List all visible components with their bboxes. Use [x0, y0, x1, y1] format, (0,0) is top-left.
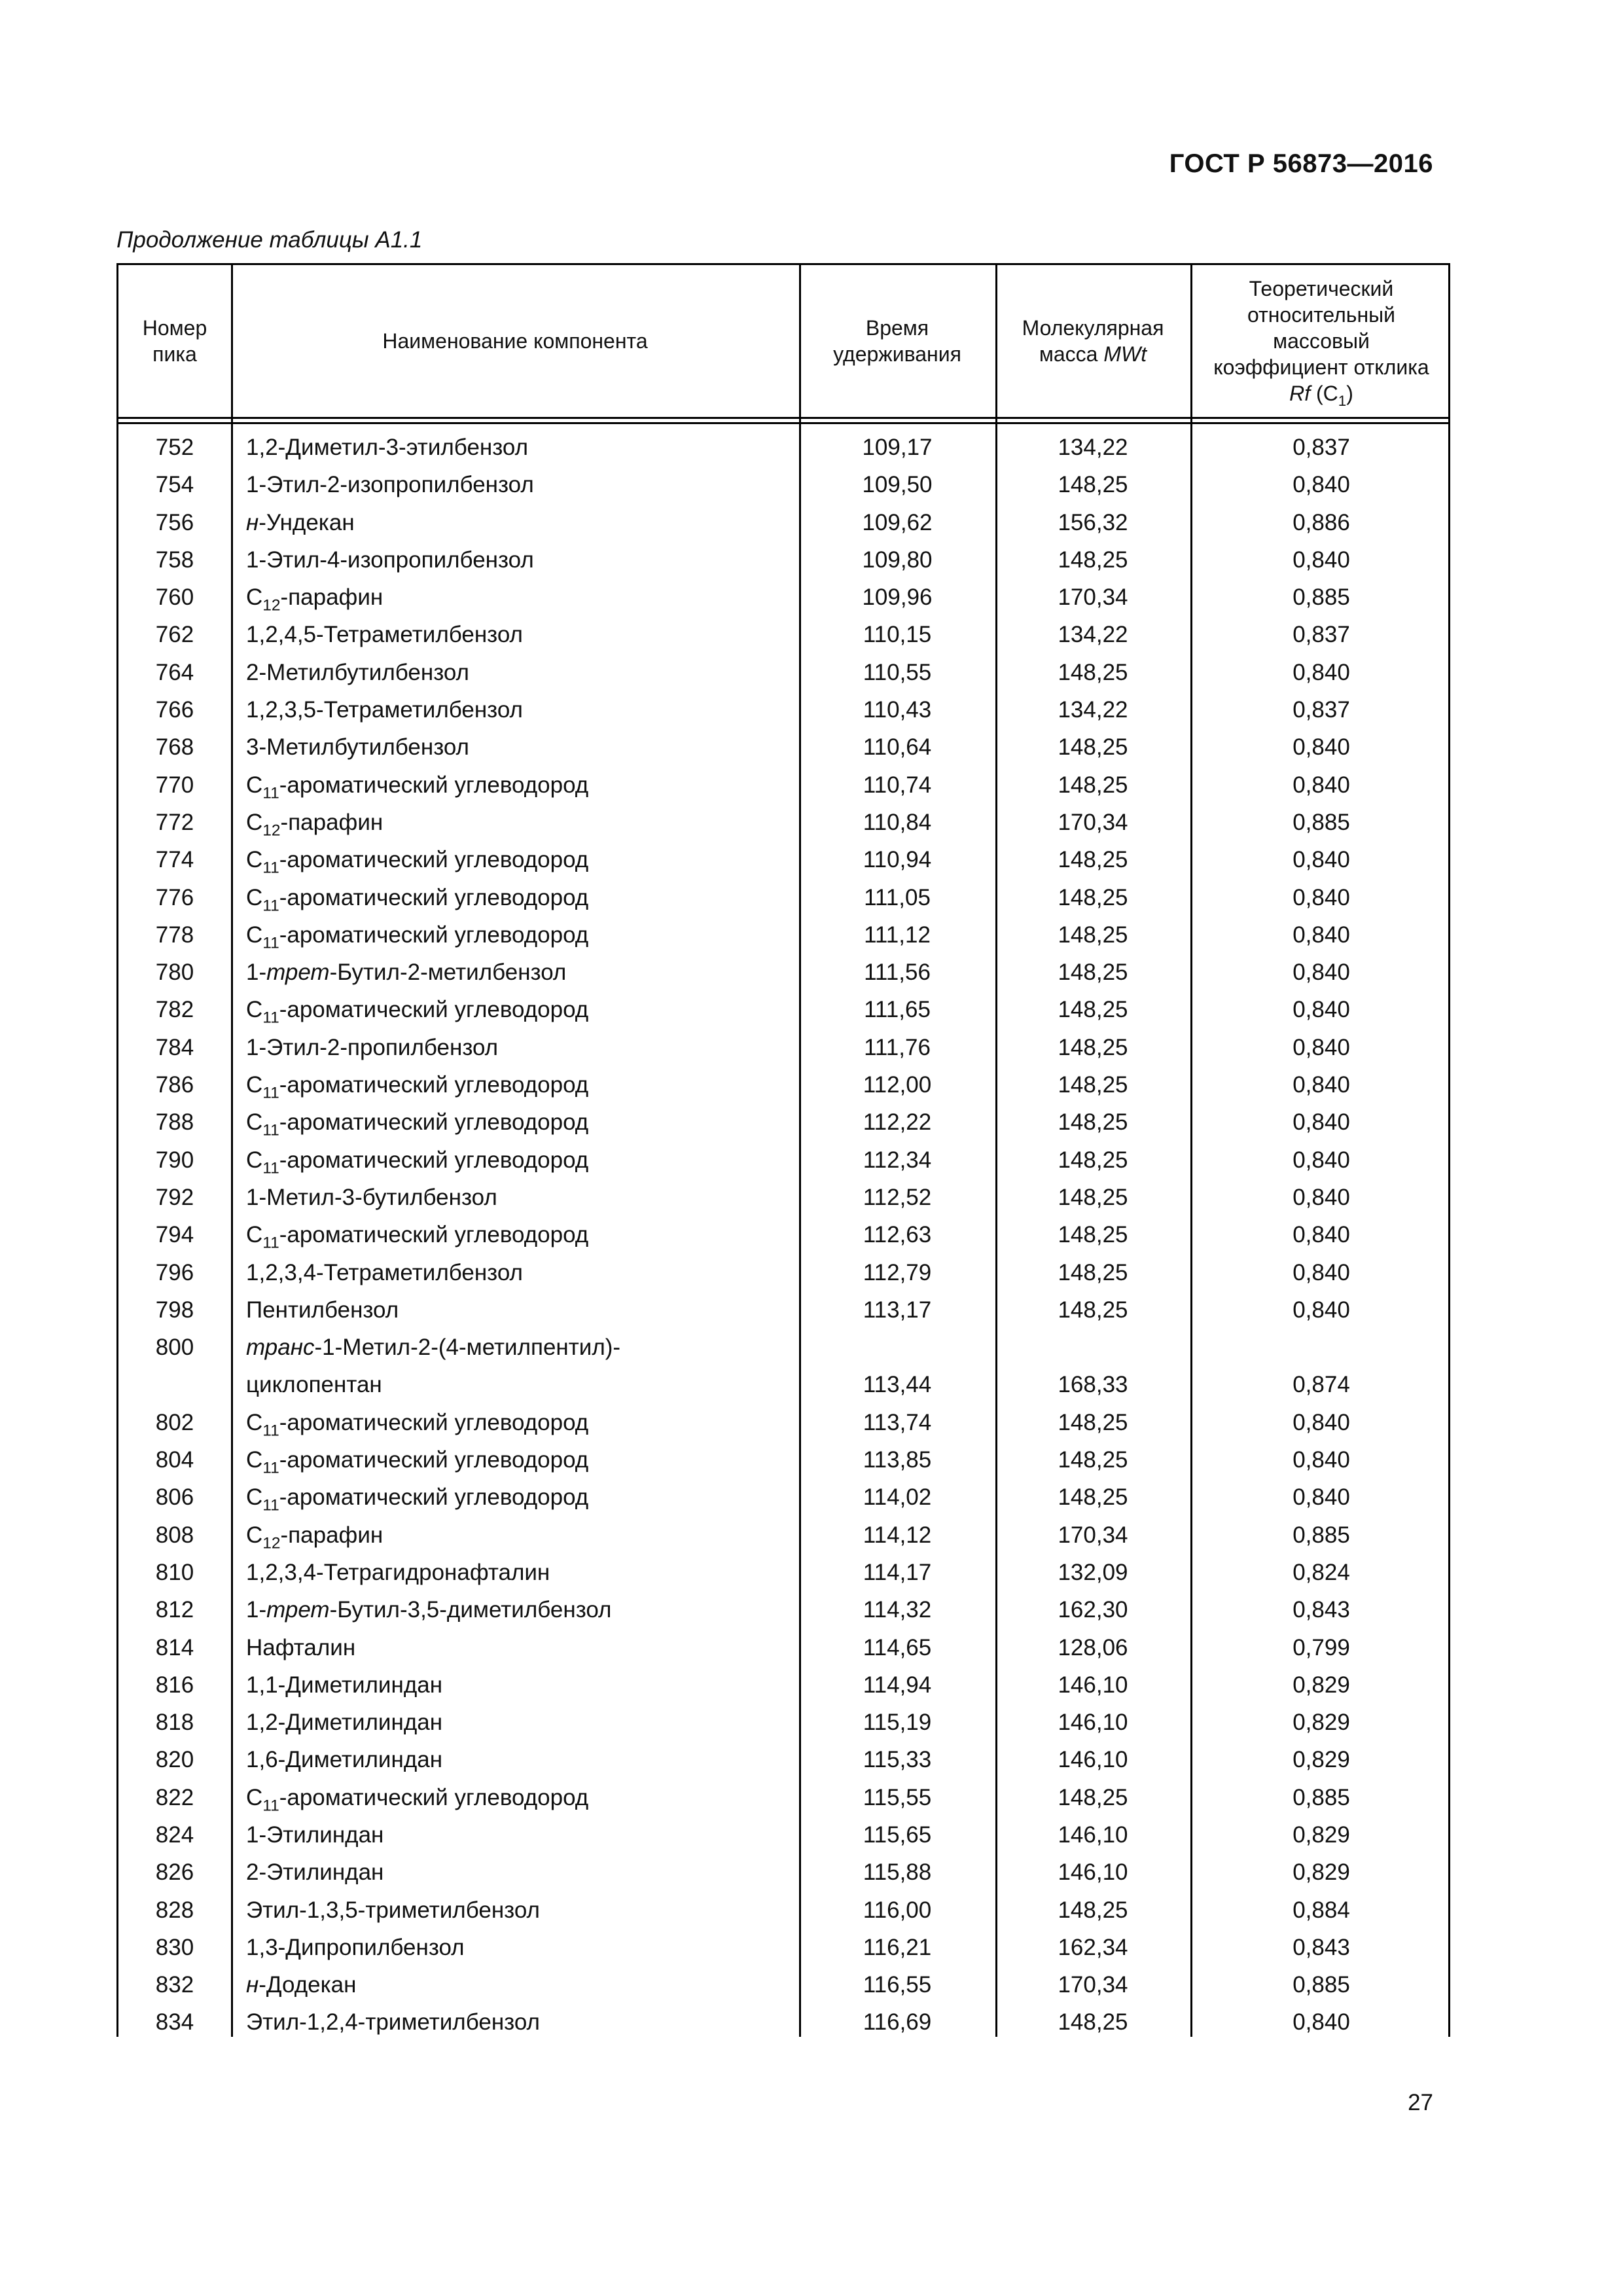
retention-time: 109,17	[862, 435, 933, 460]
retention-time: 111,12	[864, 922, 931, 948]
page-number: 27	[1408, 2090, 1433, 2115]
response-factor: 0,840	[1293, 1297, 1350, 1323]
retention-time: 114,32	[863, 1597, 932, 1623]
response-factor: 0,885	[1293, 809, 1350, 835]
table-row	[118, 1254, 1448, 1291]
response-factor: 0,829	[1293, 1710, 1350, 1736]
response-factor: 0,840	[1293, 1447, 1350, 1473]
response-factor: 0,840	[1293, 472, 1350, 498]
table-row	[118, 879, 1448, 916]
response-factor: 0,837	[1293, 435, 1350, 460]
molecular-mass: 148,25	[1058, 659, 1128, 685]
molecular-mass: 146,10	[1058, 1710, 1128, 1736]
molecular-mass: 148,25	[1058, 1259, 1128, 1285]
response-factor: 0,885	[1293, 1522, 1350, 1548]
molecular-mass: 134,22	[1058, 622, 1128, 648]
peak-number: 810	[155, 1559, 194, 1585]
retention-time: 112,63	[863, 1222, 932, 1248]
table-row	[118, 728, 1448, 766]
component-name: 1-трет-Бутил-2-метилбензол	[246, 960, 567, 986]
response-factor: 0,840	[1293, 884, 1350, 910]
peak-number: 770	[155, 772, 194, 798]
peak-number: 768	[155, 734, 194, 761]
table-caption: Продолжение таблицы А1.1	[116, 227, 423, 253]
component-name: $C_{11}$-ароматический углеводород	[246, 1072, 589, 1102]
component-name: $C_{11}$-ароматический углеводород	[246, 772, 589, 802]
peak-number: 804	[155, 1447, 194, 1473]
peak-number: 802	[155, 1409, 194, 1435]
component-name: 1,2,3,4-Тетрагидронафталин	[246, 1559, 550, 1585]
molecular-mass: 148,25	[1058, 1409, 1128, 1435]
peak-number: 830	[155, 1934, 194, 1960]
component-name: Этил-1,2,4-триметилбензол	[246, 2009, 540, 2036]
table-row	[118, 1479, 1448, 1516]
peak-number: 824	[155, 1821, 194, 1848]
peak-number: 812	[155, 1597, 194, 1623]
table-row	[118, 1103, 1448, 1141]
peak-number: 800	[155, 1335, 194, 1361]
component-name: $C_{11}$-ароматический углеводород	[246, 1484, 589, 1515]
peak-number: 822	[155, 1784, 194, 1810]
table-row	[118, 1629, 1448, 1666]
table-row	[118, 1966, 1448, 2003]
retention-time: 114,17	[863, 1559, 932, 1585]
retention-time: 109,50	[862, 472, 933, 498]
retention-time: 113,17	[863, 1297, 932, 1323]
response-factor: 0,829	[1293, 1859, 1350, 1886]
retention-time: 110,43	[863, 697, 932, 723]
response-factor: 0,840	[1293, 1484, 1350, 1511]
molecular-mass: 170,34	[1058, 1522, 1128, 1548]
molecular-mass: 162,34	[1058, 1934, 1128, 1960]
table-row	[118, 466, 1448, 503]
response-factor: 0,837	[1293, 697, 1350, 723]
peak-number: 826	[155, 1859, 194, 1886]
retention-time: 114,02	[863, 1484, 932, 1511]
header-divider	[118, 422, 1448, 424]
retention-time: 113,85	[863, 1447, 932, 1473]
molecular-mass: 134,22	[1058, 697, 1128, 723]
response-factor: 0,843	[1293, 1934, 1350, 1960]
peak-number: 764	[155, 659, 194, 685]
response-factor: 0,885	[1293, 1972, 1350, 1998]
table-row	[118, 1854, 1448, 1891]
retention-time: 111,56	[864, 960, 931, 986]
table-row	[118, 579, 1448, 616]
component-name: $C_{11}$-ароматический углеводород	[246, 847, 589, 877]
response-factor: 0,840	[1293, 1109, 1350, 1136]
response-factor: 0,840	[1293, 1222, 1350, 1248]
component-name: 1-Этил-2-изопропилбензол	[246, 472, 534, 498]
molecular-mass: 170,34	[1058, 584, 1128, 611]
retention-time: 112,34	[863, 1147, 932, 1173]
header-peak-number: Номер пика	[142, 316, 207, 366]
table-row	[118, 1329, 1448, 1404]
component-name: $C_{11}$-ароматический углеводород	[246, 997, 589, 1028]
molecular-mass: 170,34	[1058, 1972, 1128, 1998]
component-name: 1-Метил-3-бутилбензол	[246, 1184, 497, 1210]
response-factor: 0,840	[1293, 547, 1350, 573]
peak-number: 756	[155, 509, 194, 535]
table-row	[118, 1291, 1448, 1329]
molecular-mass: 148,25	[1058, 884, 1128, 910]
component-name: Этил-1,3,5-триметилбензол	[246, 1897, 540, 1923]
component-name: 1,6-Диметилиндан	[246, 1747, 443, 1773]
response-factor: 0,840	[1293, 997, 1350, 1023]
peak-number: 820	[155, 1747, 194, 1773]
retention-time: 116,21	[863, 1934, 932, 1960]
component-name: $C_{11}$-ароматический углеводород	[246, 884, 589, 915]
response-factor: 0,840	[1293, 922, 1350, 948]
molecular-mass: 148,25	[1058, 960, 1128, 986]
peak-number: 818	[155, 1710, 194, 1736]
response-factor: 0,874	[1293, 1372, 1350, 1398]
table-row	[118, 1404, 1448, 1441]
table-row	[118, 1741, 1448, 1778]
response-factor: 0,885	[1293, 1784, 1350, 1810]
header-response-factor: Теоретический относительный массовый коэффициент отклика Rf $(C_1)$	[1213, 277, 1429, 409]
retention-time: 109,80	[862, 547, 933, 573]
component-name: Пентилбензол	[246, 1297, 399, 1323]
retention-time: 113,74	[863, 1409, 932, 1435]
molecular-mass: 132,09	[1058, 1559, 1128, 1585]
table-row	[118, 1441, 1448, 1479]
peak-number: 780	[155, 960, 194, 986]
retention-time: 115,88	[863, 1859, 932, 1886]
response-factor: 0,824	[1293, 1559, 1350, 1585]
component-name: $C_{12}$-парафин	[246, 584, 383, 615]
response-factor: 0,885	[1293, 584, 1350, 611]
molecular-mass: 148,25	[1058, 1072, 1128, 1098]
retention-time: 110,55	[863, 659, 932, 685]
table-row	[118, 916, 1448, 954]
table-row	[118, 654, 1448, 691]
peak-number: 776	[155, 884, 194, 910]
retention-time: 112,52	[863, 1184, 932, 1210]
component-name: 1,2-Диметил-3-этилбензол	[246, 435, 529, 460]
peak-number: 788	[155, 1109, 194, 1136]
response-factor: 0,840	[1293, 2009, 1350, 2036]
response-factor: 0,840	[1293, 1259, 1350, 1285]
response-factor: 0,840	[1293, 734, 1350, 761]
molecular-mass: 148,25	[1058, 2009, 1128, 2036]
table-row	[118, 1816, 1448, 1854]
component-name: н-Ундекан	[246, 509, 355, 535]
component-name: 1-Этилиндан	[246, 1821, 384, 1848]
component-name: 1-трет-Бутил-3,5-диметилбензол	[246, 1597, 612, 1623]
component-name: $C_{11}$-ароматический углеводород	[246, 922, 589, 952]
response-factor: 0,837	[1293, 622, 1350, 648]
retention-time: 115,65	[863, 1821, 932, 1848]
molecular-mass: 148,25	[1058, 1447, 1128, 1473]
table-row	[118, 991, 1448, 1028]
peak-number: 754	[155, 472, 194, 498]
peak-number: 832	[155, 1972, 194, 1998]
peak-number: 766	[155, 697, 194, 723]
molecular-mass: 148,25	[1058, 1109, 1128, 1136]
response-factor: 0,840	[1293, 847, 1350, 873]
retention-time: 115,19	[863, 1710, 932, 1736]
peak-number: 816	[155, 1672, 194, 1698]
retention-time: 116,00	[863, 1897, 932, 1923]
peak-number: 752	[155, 435, 194, 460]
peak-number: 814	[155, 1634, 194, 1660]
molecular-mass: 148,25	[1058, 1484, 1128, 1511]
molecular-mass: 146,10	[1058, 1747, 1128, 1773]
component-name: н-Додекан	[246, 1972, 357, 1998]
molecular-mass: 148,25	[1058, 1222, 1128, 1248]
molecular-mass: 148,25	[1058, 1034, 1128, 1060]
table-row	[118, 691, 1448, 728]
component-name: 1,2,4,5-Тетраметилбензол	[246, 622, 523, 648]
table-row	[118, 504, 1448, 541]
molecular-mass: 146,10	[1058, 1821, 1128, 1848]
response-factor: 0,829	[1293, 1747, 1350, 1773]
table-body	[118, 429, 1448, 2041]
table-row	[118, 1779, 1448, 1816]
retention-time: 114,12	[863, 1522, 932, 1548]
retention-time: 110,94	[863, 847, 932, 873]
molecular-mass: 146,10	[1058, 1859, 1128, 1886]
peak-number: 760	[155, 584, 194, 611]
molecular-mass: 148,25	[1058, 847, 1128, 873]
retention-time: 111,65	[864, 997, 931, 1023]
component-name: $C_{11}$-ароматический углеводород	[246, 1447, 589, 1477]
header-component-name: Наименование компонента	[382, 329, 648, 353]
molecular-mass: 148,25	[1058, 1897, 1128, 1923]
component-name: 3-Метилбутилбензол	[246, 734, 469, 761]
peak-number: 792	[155, 1184, 194, 1210]
table-row	[118, 541, 1448, 579]
peak-number: 772	[155, 809, 194, 835]
component-name: $C_{12}$-парафин	[246, 1522, 383, 1552]
header-divider	[118, 417, 1448, 419]
component-name: $C_{11}$-ароматический углеводород	[246, 1784, 589, 1815]
component-name: Нафталин	[246, 1634, 356, 1660]
retention-time: 112,79	[863, 1259, 932, 1285]
component-name: $C_{11}$-ароматический углеводород	[246, 1222, 589, 1252]
table-row	[118, 429, 1448, 466]
component-name: 1-Этил-4-изопропилбензол	[246, 547, 534, 573]
peak-number: 782	[155, 997, 194, 1023]
response-factor: 0,840	[1293, 1409, 1350, 1435]
response-factor: 0,840	[1293, 960, 1350, 986]
document-id: ГОСТ Р 56873—2016	[1169, 149, 1433, 178]
component-name: 2-Метилбутилбензол	[246, 659, 469, 685]
peak-number: 762	[155, 622, 194, 648]
retention-time: 116,69	[863, 2009, 932, 2036]
retention-time: 111,76	[864, 1034, 931, 1060]
retention-time: 114,94	[863, 1672, 932, 1698]
peak-number: 808	[155, 1522, 194, 1548]
component-name: $C_{11}$-ароматический углеводород	[246, 1147, 589, 1177]
response-factor: 0,840	[1293, 772, 1350, 798]
component-name: 1,2-Диметилиндан	[246, 1710, 443, 1736]
component-name: транс-1-Метил-2-(4-метилпентил)-циклопентан	[246, 1335, 621, 1398]
table-row	[118, 1516, 1448, 1554]
molecular-mass: 148,25	[1058, 472, 1128, 498]
component-name: $C_{12}$-парафин	[246, 809, 383, 840]
molecular-mass: 148,25	[1058, 547, 1128, 573]
molecular-mass: 134,22	[1058, 435, 1128, 460]
response-factor: 0,840	[1293, 1184, 1350, 1210]
molecular-mass: 148,25	[1058, 734, 1128, 761]
molecular-mass: 148,25	[1058, 1184, 1128, 1210]
molecular-mass: 148,25	[1058, 997, 1128, 1023]
table-row	[118, 1066, 1448, 1103]
peak-number: 786	[155, 1072, 194, 1098]
response-factor: 0,886	[1293, 509, 1350, 535]
table-row	[118, 1929, 1448, 1966]
component-name: 1,2,3,4-Тетраметилбензол	[246, 1259, 523, 1285]
table-row	[118, 1554, 1448, 1591]
retention-time: 110,74	[863, 772, 932, 798]
component-name: 1-Этил-2-пропилбензол	[246, 1034, 499, 1060]
retention-time: 116,55	[863, 1972, 932, 1998]
peak-number: 806	[155, 1484, 194, 1511]
table-row	[118, 954, 1448, 991]
component-name: 1,1-Диметилиндан	[246, 1672, 443, 1698]
retention-time: 110,84	[863, 809, 932, 835]
table-row	[118, 1029, 1448, 1066]
response-factor: 0,840	[1293, 1147, 1350, 1173]
peak-number: 784	[155, 1034, 194, 1060]
peak-number: 774	[155, 847, 194, 873]
molecular-mass: 148,25	[1058, 1784, 1128, 1810]
table-row	[118, 804, 1448, 841]
table-row	[118, 1179, 1448, 1216]
retention-time: 111,05	[864, 884, 931, 910]
response-factor: 0,884	[1293, 1897, 1350, 1923]
retention-time: 113,44	[863, 1372, 932, 1398]
retention-time: 112,22	[863, 1109, 932, 1136]
header-retention-time: Время удерживания	[833, 316, 961, 366]
header-molecular-mass: Молекулярная масса MWt	[1022, 316, 1164, 366]
response-factor: 0,829	[1293, 1821, 1350, 1848]
table-row	[118, 841, 1448, 878]
molecular-mass: 170,34	[1058, 809, 1128, 835]
molecular-mass: 156,32	[1058, 509, 1128, 535]
peak-number: 790	[155, 1147, 194, 1173]
molecular-mass: 168,33	[1058, 1372, 1128, 1398]
table-row	[118, 766, 1448, 804]
response-factor: 0,829	[1293, 1672, 1350, 1698]
response-factor: 0,843	[1293, 1597, 1350, 1623]
peak-number: 778	[155, 922, 194, 948]
response-factor: 0,840	[1293, 1034, 1350, 1060]
retention-time: 115,55	[863, 1784, 932, 1810]
molecular-mass: 148,25	[1058, 1297, 1128, 1323]
table-row	[118, 1141, 1448, 1179]
component-name: 2-Этилиндан	[246, 1859, 384, 1886]
retention-time: 115,33	[863, 1747, 932, 1773]
table-row	[118, 1892, 1448, 1929]
component-name: $C_{11}$-ароматический углеводород	[246, 1409, 589, 1440]
peak-number: 834	[155, 2009, 194, 2036]
table-row	[118, 616, 1448, 653]
component-name: $C_{11}$-ароматический углеводород	[246, 1109, 589, 1139]
components-table	[116, 263, 1450, 2037]
peak-number: 798	[155, 1297, 194, 1323]
retention-time: 112,00	[863, 1072, 932, 1098]
retention-time: 109,62	[862, 509, 933, 535]
response-factor: 0,799	[1293, 1634, 1350, 1660]
retention-time: 110,64	[863, 734, 932, 761]
component-name: 1,3-Дипропилбензол	[246, 1934, 465, 1960]
peak-number: 828	[155, 1897, 194, 1923]
peak-number: 794	[155, 1222, 194, 1248]
component-name: 1,2,3,5-Тетраметилбензол	[246, 697, 523, 723]
molecular-mass: 128,06	[1058, 1634, 1128, 1660]
retention-time: 114,65	[863, 1634, 932, 1660]
molecular-mass: 148,25	[1058, 1147, 1128, 1173]
molecular-mass: 162,30	[1058, 1597, 1128, 1623]
molecular-mass: 146,10	[1058, 1672, 1128, 1698]
peak-number: 758	[155, 547, 194, 573]
peak-number: 796	[155, 1259, 194, 1285]
response-factor: 0,840	[1293, 659, 1350, 685]
table-row	[118, 1666, 1448, 1704]
table-row	[118, 1216, 1448, 1253]
retention-time: 110,15	[863, 622, 932, 648]
table-row	[118, 2003, 1448, 2041]
molecular-mass: 148,25	[1058, 772, 1128, 798]
retention-time: 109,96	[862, 584, 933, 611]
response-factor: 0,840	[1293, 1072, 1350, 1098]
table-row	[118, 1704, 1448, 1741]
table-row	[118, 1591, 1448, 1628]
molecular-mass: 148,25	[1058, 922, 1128, 948]
